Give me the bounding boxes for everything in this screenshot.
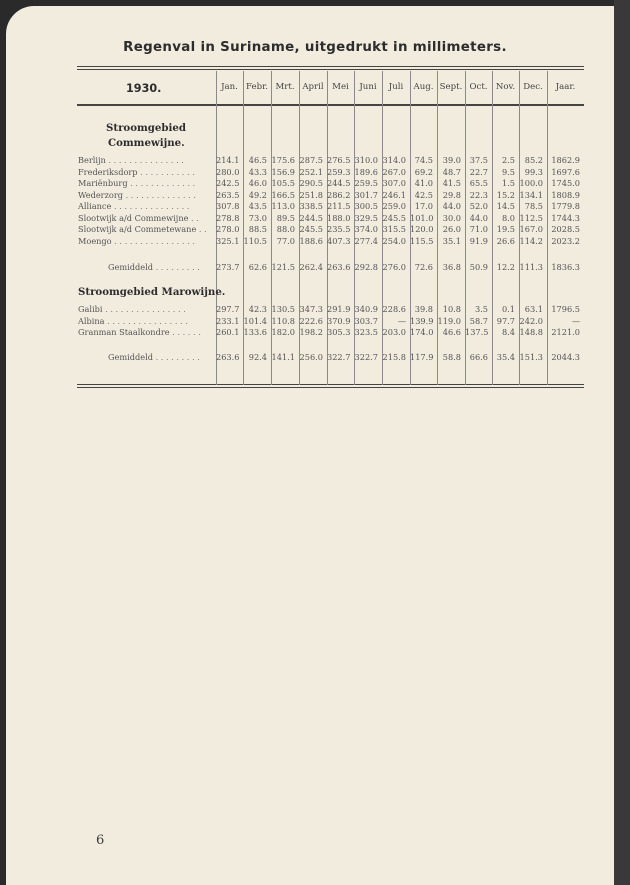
- leader-dots: . . . . . . . . .: [152, 352, 200, 362]
- table-cell: 2121.0: [551, 327, 580, 337]
- table-cell: 89.5: [276, 212, 295, 223]
- row-name: Alliance: [78, 201, 112, 211]
- leader-dots: . . . . . . . . . . . . . . . .: [102, 304, 186, 314]
- table-cell: 110.8: [271, 315, 295, 326]
- table-cell: 273.7: [216, 262, 240, 272]
- section-heading: Commewijne.: [108, 137, 185, 149]
- table-cell: 151.3: [519, 352, 543, 362]
- table-cell: 130.5: [271, 304, 295, 314]
- book-spine: [614, 0, 630, 885]
- table-cell: 110.5: [243, 235, 267, 246]
- table-cell: 19.5: [496, 224, 515, 234]
- year-label: 1930.: [126, 82, 162, 95]
- table-cell: 175.6: [271, 155, 295, 165]
- table-cell: 259.0: [382, 201, 406, 211]
- table-cell: 73.0: [248, 212, 267, 223]
- table-cell: 121.5: [271, 262, 295, 272]
- table-cell: 259.5: [354, 178, 378, 188]
- page-title: Regenval in Suriname, uitgedrukt in millimeters.: [123, 40, 507, 55]
- table-cell: 340.9: [354, 304, 378, 314]
- table-cell: 203.0: [382, 327, 406, 337]
- table-cell: 120.0: [410, 224, 434, 234]
- table-cell: 214.1: [216, 155, 240, 165]
- table-cell: 182.0: [271, 327, 295, 337]
- table-cell: 100.0: [519, 178, 543, 188]
- page: [6, 6, 618, 885]
- table-cell: 259.3: [327, 166, 351, 177]
- table-cell: 242.5: [216, 178, 240, 188]
- table-cell: 46.5: [248, 155, 267, 165]
- table-cell: 292.8: [354, 262, 378, 272]
- table-cell: 278.8: [216, 212, 240, 223]
- leader-dots: . . . . . . . . .: [152, 262, 200, 272]
- table-cell: 35.1: [442, 235, 461, 246]
- table-cell: 29.8: [442, 189, 461, 200]
- table-cell: 290.5: [299, 178, 323, 188]
- table-cell: 252.1: [299, 166, 323, 177]
- column-header: Nov.: [495, 82, 516, 92]
- table-cell: 1862.9: [551, 155, 580, 165]
- table-cell: 58.7: [469, 315, 488, 326]
- column-header: April: [302, 82, 324, 92]
- bottom-rule-2: [77, 387, 584, 388]
- table-cell: 188.6: [299, 235, 323, 246]
- table-cell: 407.3: [327, 235, 351, 246]
- table-cell: 48.7: [442, 166, 461, 177]
- station-name: [78, 190, 196, 200]
- table-cell: 137.5: [465, 327, 489, 337]
- station-name: [78, 201, 189, 211]
- table-cell: 2028.5: [551, 224, 580, 234]
- table-cell: 97.7: [496, 315, 515, 326]
- table-cell: 9.5: [501, 166, 515, 177]
- row-name: Moengo: [78, 235, 112, 246]
- table-cell: 2023.2: [551, 235, 580, 246]
- table-cell: 263.6: [327, 262, 351, 272]
- leader-dots: . . . . . . . . . . . . . . . .: [111, 235, 195, 246]
- table-cell: 58.8: [442, 352, 461, 362]
- table-cell: 8.4: [501, 327, 515, 337]
- row-name: Mariënburg: [78, 178, 128, 188]
- table-cell: 66.6: [469, 352, 488, 362]
- table-cell: 42.3: [248, 304, 267, 314]
- table-cell: 300.5: [354, 201, 378, 211]
- table-cell: 88.5: [248, 224, 267, 234]
- header-rule: [77, 104, 584, 106]
- table-cell: 17.0: [414, 201, 433, 211]
- table-cell: 8.0: [501, 212, 515, 223]
- table-cell: 43.3: [248, 166, 267, 177]
- column-header: Juni: [359, 82, 377, 92]
- table-cell: 338.5: [299, 201, 323, 211]
- table-cell: 139.9: [410, 315, 434, 326]
- table-cell: 297.7: [216, 304, 240, 314]
- table-cell: 244.5: [299, 212, 323, 223]
- table-cell: 72.6: [414, 262, 433, 272]
- table-cell: 325.1: [216, 235, 240, 246]
- table-cell: 287.5: [299, 155, 323, 165]
- leader-dots: . . . . . . . . . . . . .: [127, 178, 196, 188]
- station-name: [78, 167, 195, 177]
- table-cell: 42.5: [414, 189, 433, 200]
- table-cell: 52.0: [469, 201, 488, 211]
- station-name: [78, 155, 184, 165]
- table-cell: 112.5: [519, 212, 543, 223]
- station-name: [78, 224, 207, 234]
- table-cell: 276.0: [382, 262, 406, 272]
- table-cell: 26.0: [442, 224, 461, 234]
- top-rule: [77, 66, 584, 67]
- table-cell: 111.3: [519, 262, 543, 272]
- row-name: Gemiddeld: [108, 262, 153, 272]
- table-cell: 101.0: [410, 212, 434, 223]
- bottom-rule: [77, 384, 584, 385]
- table-cell: 22.7: [469, 166, 488, 177]
- table-cell: 1779.8: [551, 201, 580, 211]
- column-header: Juli: [388, 82, 404, 92]
- table-cell: 91.9: [469, 235, 488, 246]
- table-cell: 322.7: [354, 352, 378, 362]
- row-name: Galibi: [78, 304, 103, 314]
- table-cell: 141.1: [271, 352, 295, 362]
- table-cell: 77.0: [276, 235, 295, 246]
- section-heading: Stroomgebied: [106, 122, 187, 134]
- table-cell: 117.9: [410, 352, 434, 362]
- table-cell: 46.0: [248, 178, 267, 188]
- table-cell: 35.4: [496, 352, 515, 362]
- table-cell: 50.9: [469, 262, 488, 272]
- table-cell: 374.0: [354, 224, 378, 234]
- table-cell: 323.5: [354, 327, 378, 337]
- column-header: Dec.: [523, 82, 543, 92]
- leader-dots: . .: [196, 224, 207, 234]
- leader-dots: . . . . . . . . . . . . . . .: [111, 201, 190, 211]
- station-name: [78, 304, 186, 314]
- table-cell: 228.6: [382, 304, 406, 314]
- table-cell: 88.0: [276, 224, 295, 234]
- table-cell: 63.1: [524, 304, 543, 314]
- table-cell: 12.2: [496, 262, 515, 272]
- station-name: [78, 213, 199, 223]
- leader-dots: . . . . . . . . . . . . . . . .: [104, 315, 188, 326]
- table-cell: 92.4: [248, 352, 267, 362]
- leader-dots: . . . . . .: [169, 327, 201, 337]
- table-cell: 43.5: [248, 201, 267, 211]
- table-cell: 78.5: [524, 201, 543, 211]
- station-name: [78, 236, 195, 246]
- table-cell: 245.5: [382, 212, 406, 223]
- table-cell: 260.1: [216, 327, 240, 337]
- table-cell: 310.0: [354, 155, 378, 165]
- table-cell: 101.4: [243, 315, 267, 326]
- table-cell: 114.2: [519, 235, 543, 246]
- table-cell: 167.0: [519, 224, 543, 234]
- table-cell: 1.5: [501, 178, 515, 188]
- row-name: Slootwijk a/d Commewijne: [78, 212, 189, 223]
- table-cell: 215.8: [382, 352, 406, 362]
- table-cell: 41.5: [442, 178, 461, 188]
- table-cell: 291.9: [327, 304, 351, 314]
- column-header: Mrt.: [275, 82, 295, 92]
- table-cell: 148.8: [519, 327, 543, 337]
- table-cell: 1745.0: [551, 178, 580, 188]
- column-header: Jan.: [221, 82, 238, 92]
- table-cell: 286.2: [327, 189, 351, 200]
- table-cell: 71.0: [469, 224, 488, 234]
- table-cell: 30.0: [442, 212, 461, 223]
- table-cell: 370.9: [327, 315, 351, 326]
- table-cell: 2.5: [501, 155, 515, 165]
- column-header: Febr.: [246, 82, 268, 92]
- table-cell: 174.0: [410, 327, 434, 337]
- column-header: Oct.: [469, 82, 488, 92]
- station-name: [78, 316, 188, 326]
- table-cell: 22.3: [469, 189, 488, 200]
- table-cell: —: [397, 315, 406, 326]
- average-label: [108, 352, 200, 362]
- table-cell: 99.3: [524, 166, 543, 177]
- table-cell: 85.2: [524, 155, 543, 165]
- table-cell: 69.2: [414, 166, 433, 177]
- row-name: Berlijn: [78, 155, 106, 165]
- row-name: Slootwijk a/d Commetewane: [78, 224, 197, 234]
- table-cell: 251.8: [299, 189, 323, 200]
- table-cell: 278.0: [216, 224, 240, 234]
- table-cell: 254.0: [382, 235, 406, 246]
- table-cell: 1836.3: [551, 262, 580, 272]
- table-cell: 189.6: [354, 166, 378, 177]
- table-cell: 280.0: [216, 166, 240, 177]
- table-cell: 322.7: [327, 352, 351, 362]
- table-cell: 39.0: [442, 155, 461, 165]
- table-cell: 263.5: [216, 189, 240, 200]
- table-cell: 307.0: [382, 178, 406, 188]
- table-cell: 315.5: [382, 224, 406, 234]
- table-cell: 36.8: [442, 262, 461, 272]
- row-name: Frederiksdorp: [78, 166, 138, 177]
- table-cell: 263.6: [216, 352, 240, 362]
- table-cell: 1796.5: [551, 304, 580, 314]
- column-header: Jaar.: [555, 82, 576, 92]
- leader-dots: . .: [188, 212, 199, 223]
- table-cell: 62.6: [248, 262, 267, 272]
- table-cell: 14.5: [496, 201, 515, 211]
- leader-dots: . . . . . . . . . . .: [137, 166, 195, 177]
- table-cell: 188.0: [327, 212, 351, 223]
- table-cell: 347.3: [299, 304, 323, 314]
- table-cell: 303.7: [354, 315, 378, 326]
- table-cell: 41.0: [414, 178, 433, 188]
- table-cell: 74.5: [414, 155, 433, 165]
- average-label: [108, 262, 200, 272]
- table-cell: 39.8: [414, 304, 433, 314]
- table-cell: 246.1: [382, 189, 406, 200]
- table-cell: 37.5: [469, 155, 488, 165]
- table-cell: 244.5: [327, 178, 351, 188]
- table-cell: 44.0: [442, 201, 461, 211]
- top-rule-2: [77, 69, 584, 70]
- section-heading: Stroomgebied Marowijne.: [78, 286, 226, 298]
- table-cell: 256.0: [299, 352, 323, 362]
- table-cell: 46.6: [442, 327, 461, 337]
- table-cell: 222.6: [299, 315, 323, 326]
- table-cell: 119.0: [437, 315, 461, 326]
- table-cell: 211.5: [327, 201, 351, 211]
- table-cell: 115.5: [410, 235, 434, 246]
- table-cell: 277.4: [354, 235, 378, 246]
- table-cell: 301.7: [354, 189, 378, 200]
- table-cell: —: [571, 315, 580, 326]
- table-cell: 267.0: [382, 166, 406, 177]
- table-cell: 0.1: [501, 304, 515, 314]
- table-cell: 166.5: [271, 189, 295, 200]
- table-cell: 329.5: [354, 212, 378, 223]
- row-name: Wederzorg: [78, 189, 123, 200]
- table-cell: 49.2: [248, 189, 267, 200]
- table-cell: 305.3: [327, 327, 351, 337]
- column-header: Aug.: [413, 82, 434, 92]
- table-cell: 233.1: [216, 315, 240, 326]
- table-cell: 235.5: [327, 224, 351, 234]
- station-name: [78, 178, 195, 188]
- row-name: Granman Staalkondre: [78, 327, 170, 337]
- page-number: 6: [96, 833, 105, 848]
- table-cell: 134.1: [519, 189, 543, 200]
- table-cell: 156.9: [271, 166, 295, 177]
- table-cell: 1808.9: [551, 189, 580, 200]
- leader-dots: . . . . . . . . . . . . . . .: [105, 155, 184, 165]
- table-cell: 262.4: [299, 262, 323, 272]
- row-name: Gemiddeld: [108, 352, 153, 362]
- table-cell: 198.2: [299, 327, 323, 337]
- table-cell: 1697.6: [551, 166, 580, 177]
- table-cell: 3.5: [474, 304, 488, 314]
- table-cell: 314.0: [382, 155, 406, 165]
- table-cell: 113.0: [271, 201, 295, 211]
- table-cell: 10.8: [442, 304, 461, 314]
- table-cell: 65.5: [469, 178, 488, 188]
- table-cell: 133.6: [243, 327, 267, 337]
- table-cell: 15.2: [496, 189, 515, 200]
- table-cell: 245.5: [299, 224, 323, 234]
- station-name: [78, 327, 201, 337]
- table-cell: 105.5: [271, 178, 295, 188]
- table-cell: 44.0: [469, 212, 488, 223]
- table-cell: 242.0: [519, 315, 543, 326]
- table-cell: 26.6: [496, 235, 515, 246]
- table-cell: 307.8: [216, 201, 240, 211]
- table-cell: 2044.3: [551, 352, 580, 362]
- leader-dots: . . . . . . . . . . . . . .: [123, 189, 196, 200]
- table-cell: 276.5: [327, 155, 351, 165]
- column-header: Sept.: [439, 82, 463, 92]
- table-cell: 1744.3: [551, 212, 580, 223]
- column-header: Mei: [332, 82, 349, 92]
- row-name: Albina: [78, 315, 105, 326]
